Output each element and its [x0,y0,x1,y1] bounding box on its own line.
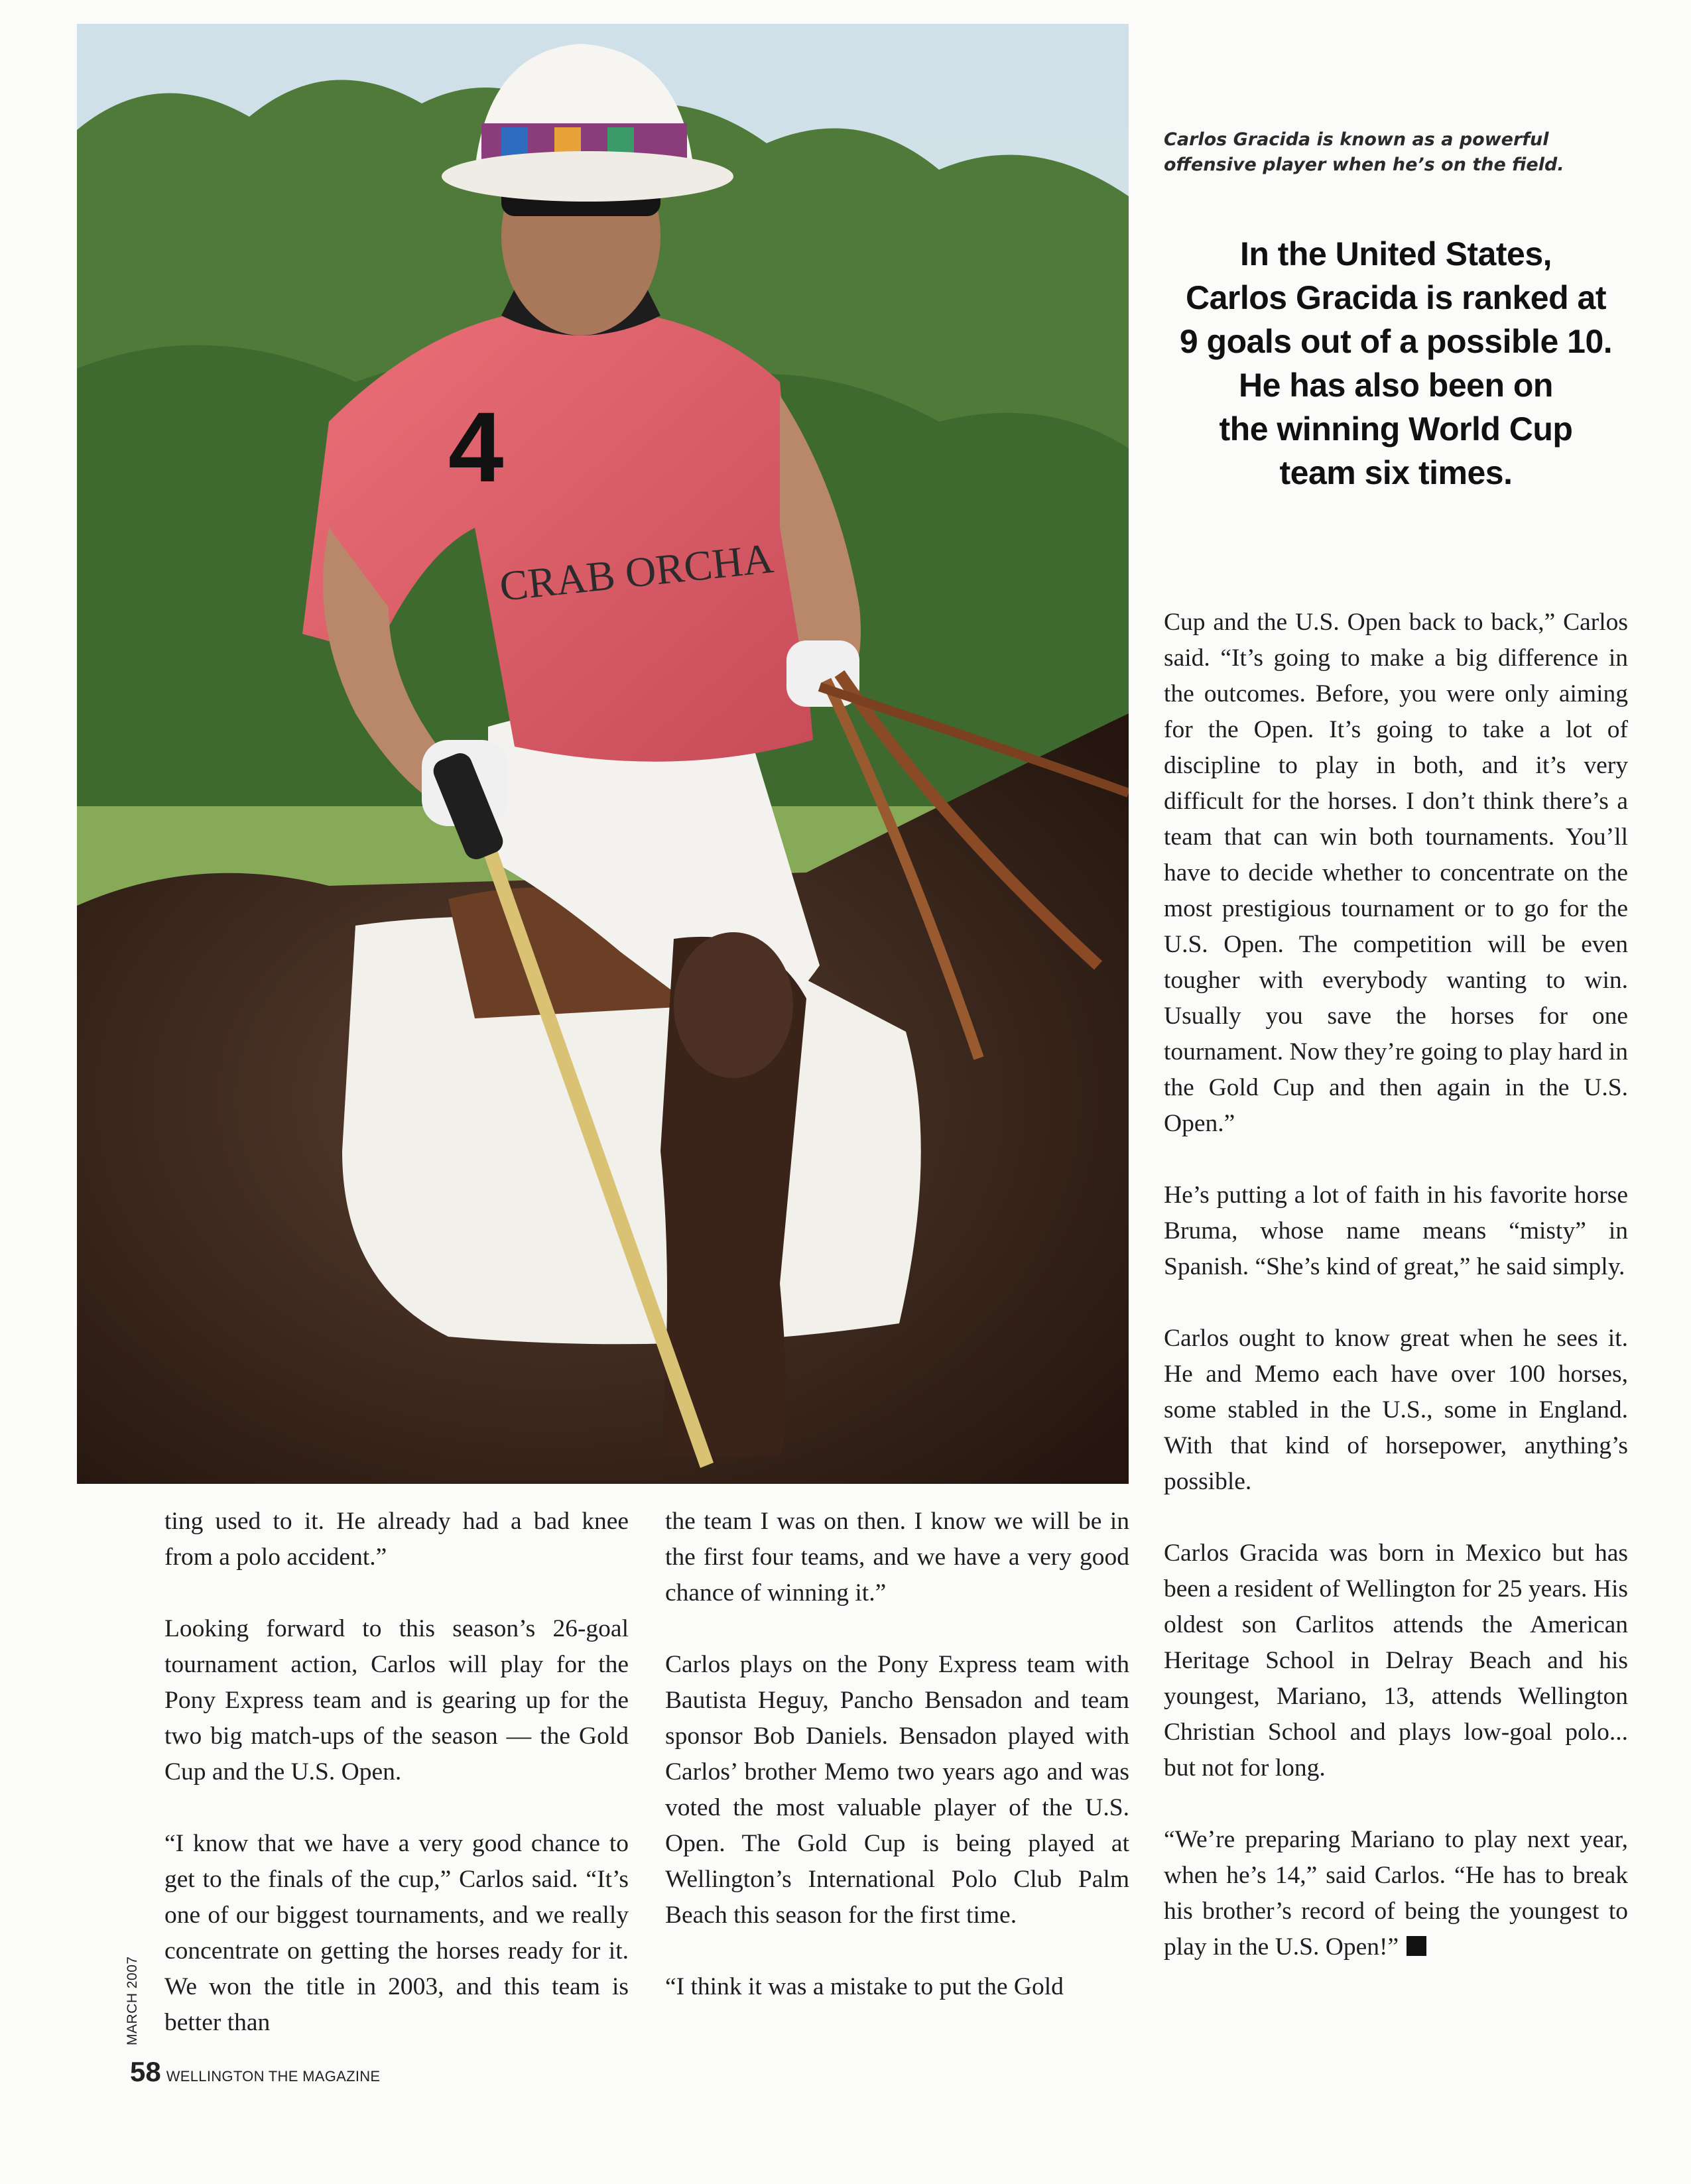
pull-quote-line: team six times. [1279,454,1513,491]
article-paragraph-last [1164,1822,1628,1965]
article-paragraph: “I know that we have a very good chance to get to the finals of the cup,” Carlos said. “It’s one of our biggest tournaments, and we really concentrate on getting the horses ready for it. We won the title in 2003, and this team is better than [164,1830,629,2036]
article-paragraph: Carlos ought to know great when he sees it. He and Memo each have over 100 horses, some stabled in the U.S., some in England. With that kind of horsepower, anything’s possible. [1164,1325,1628,1495]
article-column-2 [665,1504,1129,2005]
magazine-name: WELLINGTON THE MAGAZINE [166,2068,381,2085]
article-paragraph: the team I was on then. I know we will be in the first four teams, and we have a very good chance of winning it.” [665,1508,1129,1607]
shirt-print: CRAB ORCHA [497,534,776,610]
pull-quote-line: In the United States, [1239,235,1552,273]
page-folio [130,2056,380,2088]
article-paragraph: Looking forward to this season’s 26-goal tournament action, Carlos will play for the Pony Express team and is gearing up for the two big match-ups of the season — the Gold Cup and the U.S. Open. [164,1615,629,1786]
article-paragraph: ting used to it. He already had a bad knee from a polo accident.” [164,1508,629,1571]
article-paragraph: “I think it was a mistake to put the Gold [665,1973,1064,2000]
end-of-article-mark [1407,1936,1426,1956]
pull-quote-line: Carlos Gracida is ranked at [1185,279,1606,316]
pull-quote [1127,232,1664,495]
issue-date: MARCH 2007 [125,1956,140,2045]
article-paragraph: Carlos Gracida was born in Mexico but has been a resident of Wellington for 25 years. His oldest son Carlitos attends the American Heritage School in Delray Beach and his youngest, Mariano, 13, attends Wellington Christian School and plays low-goal polo... but not for long. [1164,1540,1628,1782]
pull-quote-line: 9 goals out of a possible 10. [1179,323,1613,360]
polo-player-photo [77,24,1129,1484]
article-paragraph: Cup and the U.S. Open back to back,” Carlos said. “It’s going to make a big difference in the outcomes. Before, you were only aiming for the Open. It’s going to take a lot of discipline to play in both, and it’s very difficult for the horses. I don’t think there’s a team that can win both tournaments. You’ll have to decide whether to concentrate on the most prestigious tournament or to go for the U.S. Open. The competition will be even tougher with everybody wanting to win. Usually you save the horses for one tournament. Now they’re going to play hard in the Gold Cup and then again in the U.S. Open.” [1164,609,1628,1137]
article-paragraph-text: “We’re preparing Mariano to play next year, when he’s 14,” said Carlos. “He has to break his brother’s record of being the youngest to play in the U.S. Open!” [1164,1826,1628,1961]
page-number: 58 [130,2056,161,2087]
pull-quote-line: He has also been on [1239,367,1553,404]
pull-quote-line: the winning World Cup [1219,410,1573,448]
photo-caption: Carlos Gracida is known as a powerful offensive player when he’s on the field. [1164,129,1564,175]
article-column-right [1164,605,1628,1965]
article-paragraph: He’s putting a lot of faith in his favorite horse Bruma, whose name means “misty” in Spanish. “She’s kind of great,” he said simply. [1164,1182,1628,1280]
article-paragraph: Carlos plays on the Pony Express team with Bautista Heguy, Pancho Bensadon and team sponsor Bob Daniels. Bensadon played with Carlos’ brother Memo two years ago and was voted the most valuable player of the U.S. Open. The Gold Cup is being played at Wellington’s International Polo Club Palm Beach this season for the first time. [665,1651,1129,1929]
shirt-number: 4 [448,391,504,503]
photo-illustration [77,24,1129,1484]
article-column-1 [164,1504,629,2041]
